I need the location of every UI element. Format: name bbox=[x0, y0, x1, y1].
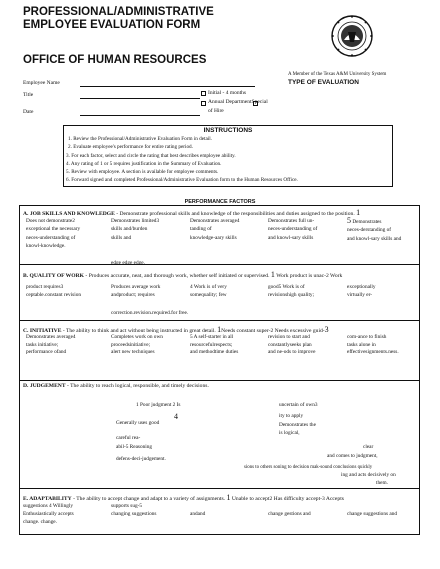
cell-line: alert new techniques bbox=[111, 349, 155, 355]
row-divider bbox=[19, 264, 420, 265]
cell-line: Does not demonstrate2 bbox=[26, 218, 75, 224]
cell-line: exceptional the necessary bbox=[26, 226, 81, 233]
cell-line: performance ofand bbox=[26, 349, 67, 355]
section-b-rating-3[interactable] bbox=[190, 283, 260, 300]
section-e-heading bbox=[23, 493, 344, 502]
section-a-heading bbox=[23, 208, 360, 217]
cell-line: tasks initiative; bbox=[26, 341, 59, 348]
section-e-description: - The ability to accept change and adapt to a variety of assignments. bbox=[71, 496, 226, 502]
factors-table bbox=[19, 205, 420, 535]
date-of-hire-label: of Hire bbox=[208, 108, 224, 114]
cell-line: is logical, bbox=[279, 430, 300, 437]
section-b-rating-2-tail: correction.revision.required.for free. bbox=[111, 310, 189, 316]
section-a-rating-3[interactable] bbox=[190, 217, 260, 242]
annual-label: Annual DepartmentSpecial bbox=[208, 99, 268, 105]
cell-line: 5 A self-starter in all bbox=[190, 334, 234, 340]
section-c-rating-4[interactable] bbox=[268, 334, 343, 357]
cell-line: ity to apply bbox=[279, 413, 304, 420]
section-d-line: defens-deci-judgement. bbox=[116, 456, 166, 462]
cell-line: neces-derstanding of bbox=[347, 227, 391, 234]
section-e-description-tail: Unable to accept2 Has difficulty accept-3 Accepts bbox=[231, 496, 344, 502]
title-field[interactable] bbox=[80, 98, 200, 99]
section-d-text: and comes to judgment, bbox=[327, 453, 378, 459]
form-title-line1: PROFESSIONAL/ADMINISTRATIVE bbox=[23, 6, 214, 18]
rating-number: 1 bbox=[270, 270, 275, 279]
cell-line: and knowl-sary skills bbox=[268, 234, 314, 241]
instructions-heading: INSTRUCTIONS bbox=[203, 127, 253, 134]
cell-line: somequality; few bbox=[190, 292, 227, 299]
cell-line: neces-understanding of bbox=[268, 226, 318, 233]
instruction-item: 3. For each factor, select and circle the rating that best describes employee ability. bbox=[66, 153, 236, 159]
cell-line: Demonstrates average4 bbox=[26, 334, 76, 340]
rating-number: 1 bbox=[226, 493, 231, 502]
cell-line: suggestions 4 Willingly bbox=[23, 503, 74, 509]
cell-line: revisionshigh quality; bbox=[268, 292, 315, 299]
cell-line: changing suggestions bbox=[111, 511, 157, 517]
cell-line bbox=[347, 217, 419, 226]
section-e-title: E. ADAPTABILITY bbox=[23, 496, 72, 502]
section-a-rating-4[interactable] bbox=[268, 217, 338, 242]
section-a-description: - Demonstrate professional skills and knowledge of the responsibilities and duties assigned to the position. bbox=[114, 211, 355, 217]
form-title bbox=[23, 6, 214, 32]
system-member-text: A Member of the Texas A&M University System bbox=[288, 72, 387, 77]
cell-line: andproduct; requires bbox=[111, 292, 155, 299]
cell-line: skills and bbox=[111, 234, 132, 241]
initial-label: Initial - 4 months bbox=[208, 90, 247, 96]
type-of-evaluation-heading: TYPE OF EVALUATION bbox=[288, 79, 359, 86]
cell-line: neces-understanding of bbox=[26, 234, 76, 241]
section-b-rating-2[interactable] bbox=[111, 283, 186, 300]
cell-line: Enthusiastically accepts bbox=[23, 511, 74, 517]
section-b-description-tail: Work product is unac-2 Work bbox=[276, 273, 343, 279]
section-e-rating-3[interactable]: andand bbox=[190, 511, 206, 517]
section-b-description: - Produces accurate, neat, and thorough work, whether self initiated or supervised. bbox=[84, 273, 270, 279]
section-d-text: ing and acts decisively on bbox=[341, 472, 396, 478]
form-title-line2: EMPLOYEE EVALUATION FORM bbox=[23, 19, 201, 31]
section-c-rating-5[interactable] bbox=[347, 334, 419, 357]
cell-line: knowledge-aary skills bbox=[190, 234, 237, 241]
section-d-rating-5[interactable]: abil-5 Reasoning bbox=[116, 444, 153, 450]
rating-number: 3 bbox=[324, 325, 329, 334]
performance-factors-heading: PERFORMANCE FACTORS bbox=[184, 199, 256, 205]
instruction-item: 5. Review with employee. A section is available for employee comments. bbox=[66, 169, 219, 175]
title-label: Title bbox=[23, 92, 34, 98]
cell-line: product requires3 bbox=[26, 284, 64, 290]
section-a-title: A. JOB SKILLS AND KNOWLEDGE bbox=[23, 211, 115, 217]
section-d-text: sions to others soning to decision mak-sound conclusions quickly bbox=[244, 465, 373, 470]
employee-name-field[interactable] bbox=[80, 86, 255, 87]
cell-line: and ne-ods to improve bbox=[268, 349, 316, 355]
cell-line: Demonstrates limited3 bbox=[111, 218, 160, 224]
section-c-rating-3[interactable] bbox=[190, 334, 265, 357]
section-e-rating-4[interactable]: change gestions and bbox=[268, 511, 311, 517]
employee-name-label: Employee Name bbox=[23, 80, 60, 86]
section-c-description: - The ability to think and act without being instructed in great detail. bbox=[61, 328, 216, 334]
section-e-rating-2[interactable] bbox=[111, 502, 189, 518]
rating-number: 4 bbox=[174, 412, 178, 421]
section-d-rating-1-2[interactable]: 1 Poor judgment 2 Is bbox=[136, 402, 181, 408]
section-b-rating-1[interactable] bbox=[26, 283, 106, 300]
university-seal-icon bbox=[330, 14, 374, 58]
rating-number: 5 bbox=[347, 216, 351, 225]
section-a-rating-1[interactable] bbox=[26, 217, 101, 251]
cell-line: proceedsinitiative; bbox=[111, 341, 151, 348]
section-d-title: D. JUDGEMENT bbox=[23, 383, 66, 389]
date-label: Date bbox=[23, 109, 34, 115]
cell-line: Completes work on own bbox=[111, 334, 163, 340]
section-d-rating-3[interactable] bbox=[279, 401, 359, 438]
annual-checkbox[interactable] bbox=[201, 101, 206, 106]
section-e-rating-1[interactable] bbox=[23, 502, 103, 526]
section-d-text: clear bbox=[363, 444, 374, 450]
section-b-heading bbox=[23, 270, 342, 279]
section-b-title: B. QUALITY OF WORK bbox=[23, 273, 85, 279]
section-d-description: - The ability to reach logical, responsible, and timely decisions. bbox=[65, 383, 209, 389]
section-c-title: C. INITIATIVE bbox=[23, 328, 62, 334]
section-d-line: careful rea- bbox=[116, 435, 141, 441]
cell-line: tanding of bbox=[190, 226, 212, 233]
date-field[interactable] bbox=[80, 115, 200, 116]
section-b-rating-4[interactable] bbox=[268, 283, 338, 300]
cell-line: effectivesignments.ness. bbox=[347, 349, 399, 355]
cell-line: good5 Work is of bbox=[268, 284, 305, 290]
row-divider bbox=[19, 488, 420, 489]
section-a-rating-5[interactable] bbox=[347, 217, 419, 243]
cell-line: supports sug-5 bbox=[111, 503, 143, 509]
cell-line: resourcefulrespects; bbox=[190, 341, 233, 348]
section-b-rating-5[interactable] bbox=[347, 283, 417, 300]
cell-line: uncertain of own3 bbox=[279, 402, 318, 408]
section-c-description-tail: Needs constant super-2 Needs excessive guid- bbox=[221, 328, 325, 334]
cell-line: Produces average work bbox=[111, 284, 161, 290]
cell-line: ceptable.constant revision bbox=[26, 292, 82, 299]
instruction-item: 2. Evaluate employee's performance for entire rating period. bbox=[68, 144, 193, 150]
cell-line: Demonstrates average4 bbox=[190, 218, 240, 224]
cell-line: 4 Work is of very bbox=[190, 284, 227, 290]
cell-line: knowl-knowledge. bbox=[26, 243, 66, 250]
section-c-rating-1[interactable] bbox=[26, 334, 106, 357]
cell-line: Demonstrates full un- bbox=[268, 218, 315, 224]
rating-number: 1 bbox=[217, 325, 222, 334]
cell-text: Demonstrates bbox=[352, 219, 382, 225]
section-d-heading bbox=[23, 383, 209, 389]
section-c-rating-2[interactable] bbox=[111, 334, 186, 357]
rating-number: 1 bbox=[356, 208, 361, 217]
cell-line: virtually er- bbox=[347, 292, 373, 299]
cell-line: and methodtime duties bbox=[190, 349, 239, 355]
section-a-rating-2-tail: edge edge edge. bbox=[111, 260, 145, 266]
section-d-text: them. bbox=[376, 480, 388, 486]
instructions-box bbox=[63, 125, 393, 187]
cell-line: constantlyseeks plan bbox=[268, 341, 312, 348]
cell-line: change. change. bbox=[23, 519, 57, 525]
cell-line: revision to start and bbox=[268, 334, 310, 340]
cell-line: tasks alone in bbox=[347, 341, 376, 348]
cell-line: Demonstrates the bbox=[279, 421, 316, 428]
row-divider bbox=[19, 320, 420, 321]
cell-line: com-ance to finish bbox=[347, 334, 387, 340]
section-d-rating-4[interactable]: Generally uses good bbox=[116, 420, 160, 426]
department-special-checkbox[interactable] bbox=[253, 101, 258, 106]
cell-line: skills and/burden bbox=[111, 226, 148, 233]
office-title: OFFICE OF HUMAN RESOURCES bbox=[23, 54, 207, 66]
row-divider bbox=[19, 380, 420, 381]
instruction-item: 6. Forward signed and completed Professional/Administrative Evaluation form to the Human Resources Office. bbox=[66, 177, 298, 183]
cell-line: and knowl-sary skills and bbox=[347, 235, 402, 242]
instruction-item: 4. Any rating of 1 or 5 requires justification in the Summary of Evaluation. bbox=[66, 161, 222, 167]
section-c-heading bbox=[23, 325, 329, 334]
cell-line: exceptionally bbox=[347, 284, 376, 290]
instruction-item: 1. Review the Professional/Administrative Evaluation Form in detail. bbox=[68, 136, 212, 142]
section-e-rating-5[interactable]: change suggestions and bbox=[347, 511, 398, 517]
initial-checkbox[interactable] bbox=[201, 91, 206, 96]
section-a-rating-2[interactable] bbox=[111, 217, 181, 242]
